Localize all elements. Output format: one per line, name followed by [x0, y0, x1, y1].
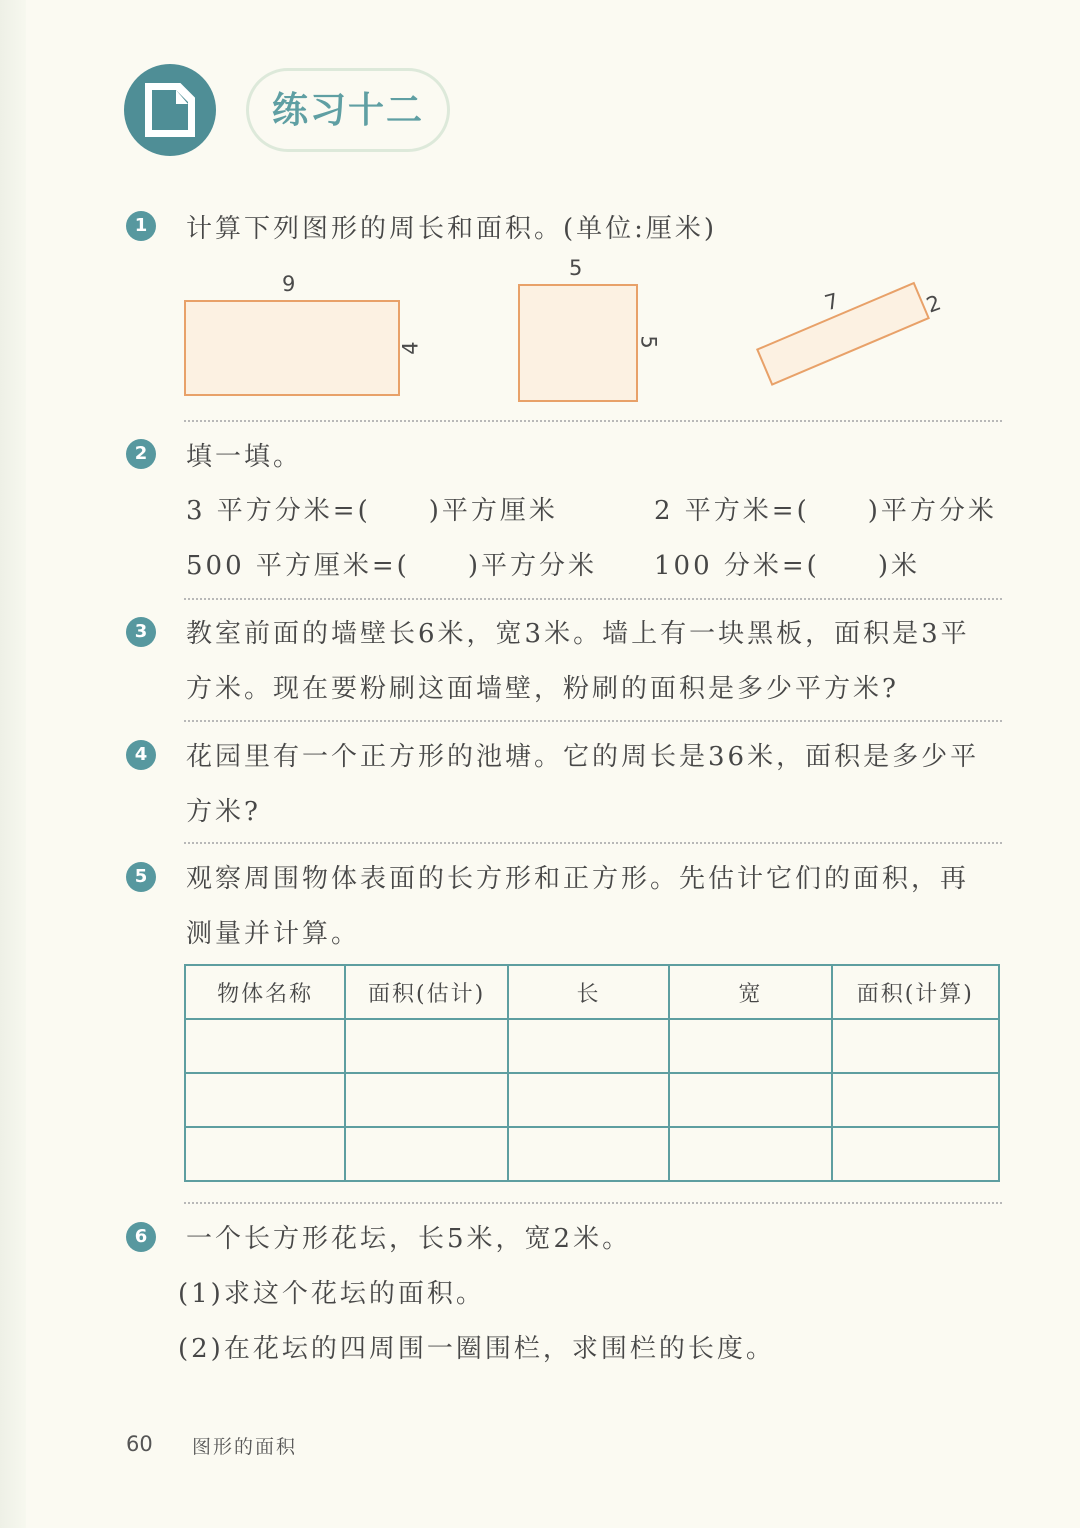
fill-blank-item: 3 平方分米=( )平方厘米	[186, 496, 558, 526]
table-cell[interactable]	[669, 1073, 831, 1127]
section-title: 图形的面积	[192, 1436, 298, 1458]
page-number: 60	[126, 1432, 153, 1456]
dimension-label: 4	[398, 341, 423, 355]
divider	[184, 598, 1002, 600]
table-cell[interactable]	[508, 1019, 669, 1073]
divider	[184, 1202, 1002, 1204]
square-shape	[518, 284, 638, 402]
question-text: 观察周围物体表面的长方形和正方形。先估计它们的面积，再	[186, 864, 970, 894]
question-text: 填一填。	[186, 442, 303, 472]
fill-blank-item: 2 平方米=( )平方分米	[654, 496, 997, 526]
table-cell[interactable]	[185, 1019, 345, 1073]
table-cell[interactable]	[832, 1019, 999, 1073]
question-text: 教室前面的墙壁长6米，宽3米。墙上有一块黑板，面积是3平	[186, 619, 970, 649]
table-row	[185, 1127, 999, 1181]
question-number: 3	[126, 617, 156, 647]
table-header: 面积(估计)	[345, 965, 507, 1019]
dimension-label: 2	[923, 290, 945, 318]
table-header-row	[185, 965, 999, 1019]
table-cell[interactable]	[669, 1019, 831, 1073]
question-text: 方米?	[186, 797, 261, 827]
question-text: 一个长方形花坛，长5米，宽2米。	[186, 1224, 632, 1254]
table-cell[interactable]	[832, 1127, 999, 1181]
question-text: 测量并计算。	[186, 919, 361, 949]
fill-blank-item: 100 分米=( )米	[654, 551, 920, 581]
dimension-label: 5	[636, 335, 661, 349]
question-number: 4	[126, 740, 156, 770]
question-number: 5	[126, 862, 156, 892]
table-row	[185, 1073, 999, 1127]
table-cell[interactable]	[832, 1073, 999, 1127]
rectangle-shape	[184, 300, 400, 396]
table-cell[interactable]	[345, 1073, 507, 1127]
table-cell[interactable]	[345, 1019, 507, 1073]
page-title: 练习十二	[271, 89, 424, 131]
question-number: 1	[126, 211, 156, 241]
dimension-label: 5	[569, 256, 583, 280]
dimension-label: 9	[282, 272, 296, 296]
table-cell[interactable]	[345, 1127, 507, 1181]
fill-blank-item: 500 平方厘米=( )平方分米	[186, 551, 597, 581]
table-cell[interactable]	[185, 1127, 345, 1181]
table-cell[interactable]	[669, 1127, 831, 1181]
page-edge	[0, 0, 26, 1528]
question-text: 方米。现在要粉刷这面墙壁，粉刷的面积是多少平方米?	[186, 674, 899, 704]
question-text: 计算下列图形的周长和面积。(单位:厘米)	[186, 214, 718, 244]
table-cell[interactable]	[508, 1073, 669, 1127]
tilted-rectangle-shape	[756, 282, 930, 386]
question-number: 2	[126, 439, 156, 469]
table-cell[interactable]	[508, 1127, 669, 1181]
question-text: 花园里有一个正方形的池塘。它的周长是36米，面积是多少平	[186, 742, 980, 772]
divider	[184, 842, 1002, 844]
divider	[184, 720, 1002, 722]
dimension-label: 7	[822, 288, 842, 316]
question-number: 6	[126, 1222, 156, 1252]
table-header: 长	[508, 965, 669, 1019]
table-header: 物体名称	[185, 965, 345, 1019]
sub-question: (2)在花坛的四周围一圈围栏，求围栏的长度。	[178, 1334, 775, 1364]
measurement-table	[184, 964, 1000, 1182]
table-cell[interactable]	[185, 1073, 345, 1127]
table-header: 宽	[669, 965, 831, 1019]
divider	[184, 420, 1002, 422]
sub-question: (1)求这个花坛的面积。	[178, 1279, 485, 1309]
table-row	[185, 1019, 999, 1073]
document-icon	[124, 64, 216, 156]
table-header: 面积(计算)	[832, 965, 999, 1019]
